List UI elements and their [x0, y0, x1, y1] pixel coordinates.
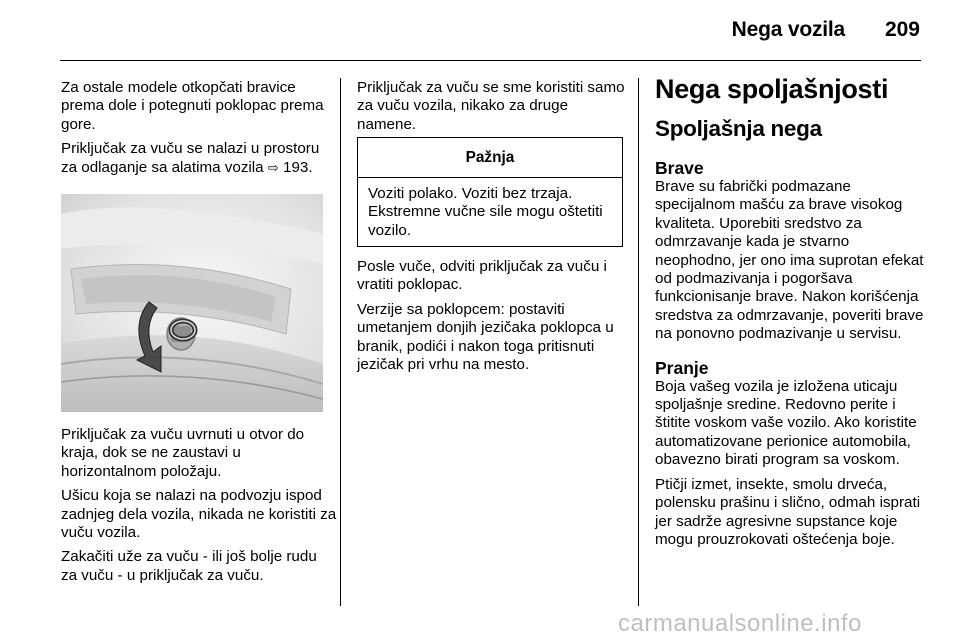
- topic-heading-locks: Brave: [655, 158, 704, 178]
- column-divider-left: [340, 78, 341, 606]
- middle-column-upper: [357, 79, 627, 140]
- caution-text: Voziti polako. Voziti bez trzaja. Ekstremne vučne sile mogu oštetiti vozilo.: [368, 185, 603, 239]
- paragraph: Priključak za vuču uvrnuti u otvor do kraja, dok se ne zaustavi u horizontalnom položaju.: [61, 426, 305, 480]
- right-column-body: [655, 158, 925, 555]
- tow-hook-illustration-graphic: [61, 194, 323, 412]
- caution-box: [357, 137, 623, 247]
- header-rule: [60, 60, 921, 61]
- paragraph-with-reference: [61, 140, 337, 177]
- page-number: 209: [884, 18, 920, 41]
- column-divider-right: [638, 78, 639, 606]
- left-column-upper: [61, 79, 337, 183]
- section-heading: Nega spoljašnjosti: [655, 74, 889, 104]
- tow-hook-illustration: [61, 194, 323, 412]
- paragraph: Za ostale modele otkopčati bravice prema dole i potegnuti poklopac prema gore.: [61, 79, 324, 133]
- paragraph: Boja vašeg vozila je izložena uticaju spoljašnje sredine. Redovno perite i štitite voskom vaše vozilo. Ako koristite automatizovane perionice automobila, obavezno birati program sa voskom.: [655, 377, 917, 469]
- topic-heading-washing: Pranje: [655, 357, 709, 378]
- paragraph: Ptičji izmet, insekte, smolu drveća, polensku prašinu i slično, odmah isprati jer sadrže agresivne supstance koje mogu prouzrokovati oštećenja boje.: [655, 475, 921, 548]
- watermark: carmanualsonline.info: [618, 610, 862, 637]
- paragraph: Zakačiti uže za vuču - ili još bolje rudu za vuču - u priključak za vuču.: [61, 548, 317, 584]
- paragraph: Brave su fabrički podmazane specijalnom mašću za brave visokog kvaliteta. Uporebiti sredstvo za odmrzavanje kada je stvarno neophodno, jer ono ima suprotan efekat od podmazivanja i pogoršava funkcionisanje brave. Nakon korišćenja sredstva za odmrzavanje, poveriti brave na ponovno podmazivanje u servisu.: [655, 178, 924, 343]
- middle-column-lower: [357, 258, 627, 380]
- subsection-heading: Spoljašnja nega: [655, 116, 822, 141]
- left-column-lower: [61, 426, 337, 591]
- paragraph: Verzije sa poklopcem: postaviti umetanjem donjih jezičaka poklopca u branik, podići i nakon toga pritisnuti jezičak pri vrhu na mesto.: [357, 300, 614, 374]
- page-reference-link[interactable]: 193.: [283, 158, 313, 176]
- page-reference-arrow-icon: ⇨: [267, 159, 279, 175]
- caution-title: Pažnja: [358, 138, 622, 178]
- paragraph: Posle vuče, odviti priključak za vuču i vratiti poklopac.: [357, 258, 607, 294]
- paragraph: Ušicu koja se nalazi na podvozju ispod zadnjeg dela vozila, nikada ne koristiti za vuču vozila.: [61, 487, 337, 542]
- paragraph: Priključak za vuču se sme koristiti samo za vuču vozila, nikako za druge namene.: [357, 79, 625, 133]
- page-title: Nega vozila: [731, 18, 845, 41]
- paragraph-text: Priključak za vuču se nalazi u prostoru za odlaganje sa alatima vozila: [61, 140, 320, 176]
